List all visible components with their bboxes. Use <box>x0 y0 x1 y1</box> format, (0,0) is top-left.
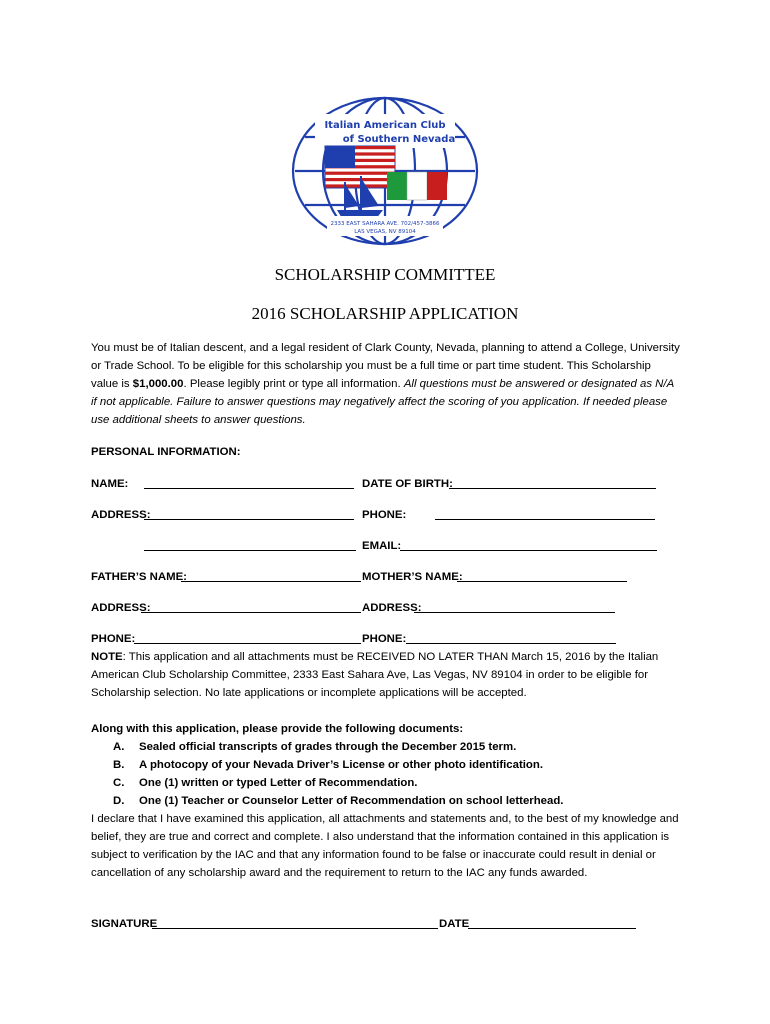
committee-title: SCHOLARSHIP COMMITTEE <box>274 265 496 284</box>
club-logo <box>287 92 483 250</box>
phone-field[interactable] <box>435 507 655 520</box>
italian-flag-icon <box>387 172 447 200</box>
name-label: NAME: <box>91 478 129 490</box>
list-item: D. One (1) Teacher or Counselor Letter of Recommendation on school letterhead. <box>113 795 564 807</box>
mother-address-field[interactable] <box>414 600 615 613</box>
father-name-label: FATHER’S NAME: <box>91 571 187 583</box>
mother-address-label: ADDRESS: <box>362 602 422 614</box>
mother-phone-label: PHONE: <box>362 633 407 645</box>
declaration-paragraph: I declare that I have examined this application, all attachments and statements and, to the best of my knowledge and belief, they are true and correct and complete. I also understand that the information contained in this application is subject to verification by the IAC and that any information found to be false or inaccurate could result in denial or cancellation of any scholarship award and the requirement to return to the IAC any funds awarded. <box>91 813 679 879</box>
intro-paragraph <box>91 339 681 429</box>
personal-info-heading: PERSONAL INFORMATION: <box>91 446 241 458</box>
signature-field[interactable] <box>152 916 438 929</box>
note-label: NOTE <box>91 651 123 663</box>
dob-label: DATE OF BIRTH: <box>362 478 453 490</box>
date-label: DATE <box>439 918 470 930</box>
mother-name-field[interactable] <box>457 569 627 582</box>
mother-phone-field[interactable] <box>406 631 616 644</box>
intro-italic: All questions must be answered or designated as N/A if not applicable. Failure to answer questions may negatively affect the scoring of you application. If needed please use additional sheets to answer questions. <box>91 378 674 426</box>
dob-field[interactable] <box>449 476 656 489</box>
phone-label: PHONE: <box>362 509 407 521</box>
date-field[interactable] <box>468 916 636 929</box>
address-label: ADDRESS: <box>91 509 151 521</box>
globe-logo-icon <box>287 92 483 250</box>
mother-name-label: MOTHER’S NAME: <box>362 571 463 583</box>
address-field[interactable] <box>144 507 354 520</box>
parent-address-label: ADDRESS: <box>91 602 151 614</box>
intro-text2: . Please legibly print or type all information. <box>183 378 404 390</box>
email-label: EMAIL: <box>362 540 402 552</box>
name-field[interactable] <box>144 476 354 489</box>
father-name-field[interactable] <box>181 569 361 582</box>
list-item: B. A photocopy of your Nevada Driver’s License or other photo identification. <box>113 759 543 771</box>
documents-heading: Along with this application, please provide the following documents: <box>91 723 464 735</box>
father-address-field[interactable] <box>141 600 361 613</box>
address-line2-field[interactable] <box>144 538 356 551</box>
father-phone-field[interactable] <box>134 631 361 644</box>
intro-text1: You must be of Italian descent, and a legal resident of Clark County, Nevada, planning to attend a College, University or Trade School. To be eligible for this scholarship you must be a full time or part time student. This Scholarship value is <box>91 342 680 390</box>
note-paragraph <box>91 648 681 702</box>
logo-address2: LAS VEGAS, NV 89104 <box>354 229 416 235</box>
list-item: C. One (1) written or typed Letter of Recommendation. <box>113 777 418 789</box>
scholarship-amount: $1,000.00 <box>132 378 184 390</box>
logo-line2: of Southern Nevada <box>342 134 456 145</box>
note-text: : This application and all attachments must be RECEIVED NO LATER THAN March 15, 2016 by the Italian American Club Scholarship Committee, 2333 East Sahara Ave, Las Vegas, NV 89104 in order to be eligible for Scholarship selection. No late applications or incomplete applications will be accepted. <box>91 651 659 699</box>
signature-label: SIGNATURE <box>91 918 158 930</box>
email-field[interactable] <box>400 538 657 551</box>
list-item: A. Sealed official transcripts of grades through the December 2015 term. <box>113 741 517 753</box>
logo-line1: Italian American Club <box>324 120 446 131</box>
application-title: 2016 SCHOLARSHIP APPLICATION <box>251 304 519 323</box>
parent-phone-label: PHONE: <box>91 633 136 645</box>
logo-address1: 2333 EAST SAHARA AVE. 702/457-3866 <box>330 221 440 227</box>
